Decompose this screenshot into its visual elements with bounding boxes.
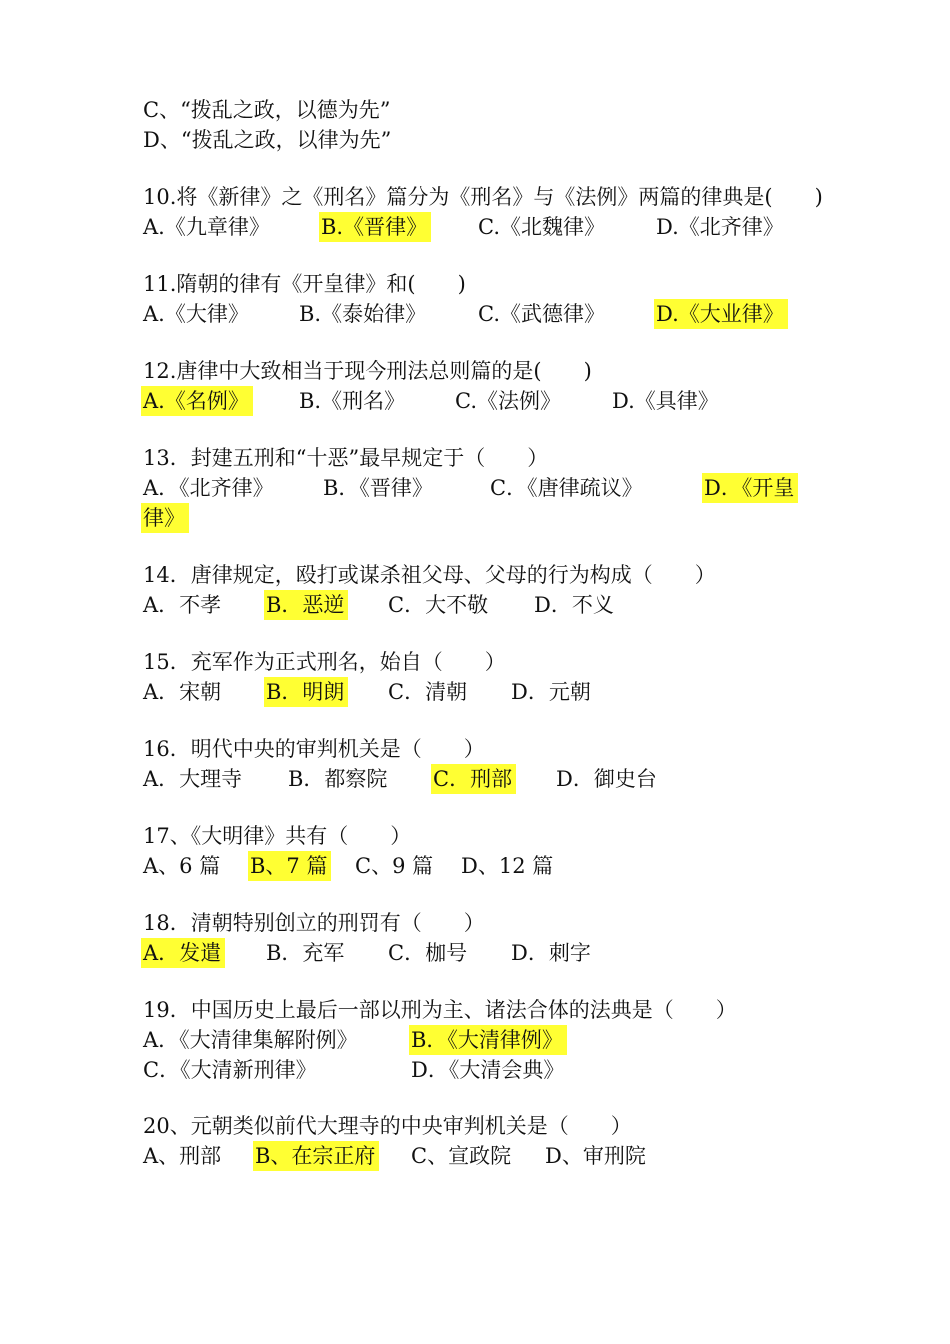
question-13-stem: 13．封建五刑和“十恶”最早规定于（ ） <box>143 446 549 470</box>
option-a: A．不孝 <box>143 593 222 617</box>
option-c: C.《北魏律》 <box>478 215 605 239</box>
option-d: D．不义 <box>534 593 614 617</box>
option-a: A．宋朝 <box>143 680 222 704</box>
question-14-stem: 14．唐律规定，殴打或谋杀祖父母、父母的行为构成（ ） <box>143 563 716 587</box>
option-d: D．元朝 <box>511 680 591 704</box>
option-b: B．《晋律》 <box>323 476 433 500</box>
option-b-highlighted: B．恶逆 <box>264 590 348 620</box>
option-d-highlighted: D.《大业律》 <box>654 299 788 329</box>
text-line: C、“拨乱之政，以德为先” <box>143 98 391 122</box>
question-15-stem: 15．充军作为正式刑名，始自（ ） <box>143 650 506 674</box>
option-d: D、审刑院 <box>545 1144 646 1168</box>
question-20-stem: 20、元朝类似前代大理寺的中央审判机关是（ ） <box>143 1114 632 1138</box>
option-d-highlighted-continued: 律》 <box>141 503 189 533</box>
option-a-highlighted: A.《名例》 <box>141 386 253 416</box>
option-c: C、9 篇 <box>355 854 434 878</box>
option-a: A．大理寺 <box>143 767 243 791</box>
option-c: C．清朝 <box>388 680 468 704</box>
option-d: D.《具律》 <box>612 389 719 413</box>
option-d: D．御史台 <box>556 767 657 791</box>
question-19-stem: 19．中国历史上最后一部以刑为主、诸法合体的法典是（ ） <box>143 998 737 1022</box>
question-12-stem: 12.唐律中大致相当于现今刑法总则篇的是( ) <box>143 359 592 383</box>
option-d: D．刺字 <box>511 941 591 965</box>
option-c: C．大不敬 <box>388 593 489 617</box>
option-a: A、6 篇 <box>143 854 221 878</box>
option-c: C．《大清新刑律》 <box>143 1058 317 1082</box>
question-18-stem: 18．清朝特别创立的刑罚有（ ） <box>143 911 485 935</box>
option-a: A.《大律》 <box>143 302 249 326</box>
question-17-stem: 17、《大明律》共有（ ） <box>143 824 412 848</box>
option-b-highlighted: B.《晋律》 <box>319 212 431 242</box>
option-b-highlighted: B、在宗正府 <box>253 1141 379 1171</box>
option-a: A．《大清律集解附例》 <box>143 1028 358 1052</box>
question-10-stem: 10.将《新律》之《刑名》篇分为《刑名》与《法例》两篇的律典是( ) <box>143 185 823 209</box>
option-a: A.《九章律》 <box>143 215 270 239</box>
option-a: A、刑部 <box>143 1144 222 1168</box>
option-b: B．充军 <box>266 941 345 965</box>
option-b: B．都察院 <box>288 767 388 791</box>
option-b-highlighted: B．明朗 <box>264 677 348 707</box>
option-a-highlighted: A．发遣 <box>141 938 225 968</box>
question-16-stem: 16．明代中央的审判机关是（ ） <box>143 737 485 761</box>
option-c: C．枷号 <box>388 941 468 965</box>
option-d-highlighted: D．《开皇 <box>702 473 798 503</box>
option-b-highlighted: B、7 篇 <box>248 851 331 881</box>
question-11-stem: 11.隋朝的律有《开皇律》和( ) <box>143 272 466 296</box>
option-b-highlighted: B．《大清律例》 <box>409 1025 567 1055</box>
option-c: C.《武德律》 <box>478 302 605 326</box>
option-c: C.《法例》 <box>455 389 561 413</box>
option-d: D.《北齐律》 <box>656 215 784 239</box>
option-c: C．《唐律疏议》 <box>490 476 643 500</box>
option-b: B.《刑名》 <box>299 389 406 413</box>
option-d: D、12 篇 <box>461 854 554 878</box>
option-a: A．《北齐律》 <box>143 476 274 500</box>
option-b: B.《泰始律》 <box>299 302 427 326</box>
option-d: D．《大清会典》 <box>411 1058 565 1082</box>
option-c: C、宣政院 <box>411 1144 512 1168</box>
text-line: D、“拨乱之政，以律为先” <box>143 128 392 152</box>
option-c-highlighted: C．刑部 <box>431 764 516 794</box>
